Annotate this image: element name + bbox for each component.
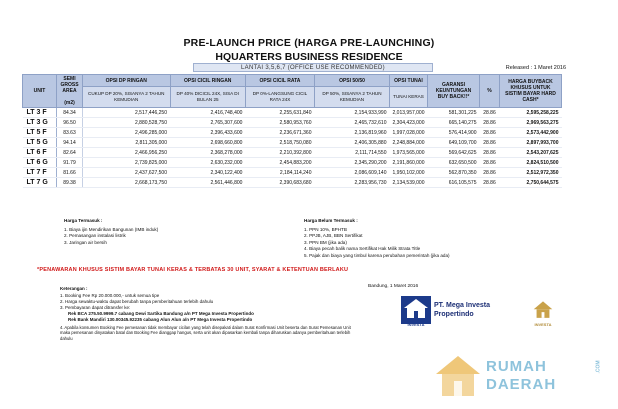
col-dp: OPSI DP RINGAN [83,75,171,87]
included-notes [64,218,158,246]
ccr-price-cell: 2,630,232,000 [170,158,245,168]
unit-cell: LT 5 F [23,128,57,138]
col-area-unit: (m2) [64,100,75,106]
dp-price-cell: 2,739,825,000 [83,158,171,168]
unit-cell: LT 6 F [23,148,57,158]
area-cell: 81.66 [57,168,83,178]
gain-price-cell: 569,642,625 [428,148,480,158]
tunai-price-cell: 1,973,565,000 [389,148,427,158]
buyback-cell: 2,573,442,900 [500,128,562,138]
keterangan-notes [60,286,360,341]
included-item: 3. Jaringan air bersih [64,239,107,245]
col-ccrt: OPSI CICIL RATA [245,75,314,87]
col-dp-sub: CUKUP DP 20%, SISANYA 2 TAHUN KEMUDIAN [83,87,171,108]
company-line2: Propertindo [434,311,474,318]
table-row [23,118,562,128]
watermark-daerah: DAERAH [486,376,557,393]
ccrt-price-cell: 2,580,953,760 [245,118,314,128]
col-buyback: HARGA BUYBACK KHUSUS UNTUK SISTIM BAYAR HARD CASH* [500,75,562,108]
company-line1: PT. Mega Investa [434,302,491,309]
price-table [22,74,562,188]
release-date: Released : 1 Maret 2016 [505,65,566,71]
gain-price-cell: 649,109,700 [428,138,480,148]
keterangan-item: 1. Booking Fee Rp 20.000.000,- untuk semua tipe [60,293,160,298]
col-ccrt-sub: DP 0%-LANGSUNG CICIL RATA 24X [245,87,314,108]
col-area [57,75,83,108]
excluded-item: 2. PPJB, AJB, BBN Sertifikat [304,233,363,239]
ccrt-price-cell: 2,454,883,200 [245,158,314,168]
ccrt-price-cell: 2,184,114,240 [245,168,314,178]
area-cell: 91.79 [57,158,83,168]
f50-price-cell: 2,345,290,200 [315,158,390,168]
watermark-rumah: RUMAH [486,358,547,375]
keterangan-item: 4. Apabila konsumen Booking Fee pemesanan tidak membayar cicilan yang telah disepakati dalam Surat Konfirmasi Unit beserta dan Surat Pemesanan Unit maka pemesanan dinyatakan batal dan Booking Fee dianggap hangus, serta unit akan dipasarkan kembali tanpa diharuskan adanya pemberitahuan terlebih dahulu [60,325,351,341]
f50-price-cell: 2,154,933,990 [315,108,390,118]
keterangan-heading: Keterangan : [60,286,88,291]
buyback-cell: 2,969,563,275 [500,118,562,128]
floor-subtitle: LANTAI 3,5,6,7 (OFFICE USE RECOMMENDED) [193,63,433,72]
ccr-price-cell: 2,698,660,800 [170,138,245,148]
pct-cell: 28.86 [480,128,500,138]
area-cell: 82.64 [57,148,83,158]
gain-price-cell: 562,870,350 [428,168,480,178]
col-tunai-sub: TUNAI KERAS [389,87,427,108]
excluded-notes [304,218,450,260]
dp-price-cell: 2,466,956,250 [83,148,171,158]
included-item: 1. Biaya ijin Mendirikan Bangunan (IMB induk) [64,226,159,232]
col-ccr: OPSI CICIL RINGAN [170,75,245,87]
excluded-item: 3. PPN BM (jika ada) [304,239,347,245]
excluded-item: 4. Biaya pecah balik nama Sertifikat Hak Milik Strata Title [304,246,421,252]
city-date: Bandung, 1 Maret 2016 [368,284,419,289]
ccrt-price-cell: 2,390,683,680 [245,178,314,188]
pct-cell: 28.86 [480,168,500,178]
tunai-price-cell: 2,013,957,000 [389,108,427,118]
unit-cell: LT 7 F [23,168,57,178]
buyback-cell: 2,750,644,575 [500,178,562,188]
gain-price-cell: 576,414,900 [428,128,480,138]
dp-price-cell: 2,880,528,750 [83,118,171,128]
dp-price-cell: 2,437,627,500 [83,168,171,178]
keterangan-item: 2. Harga sewaktu-waktu dapat berubah tanpa pemberitahuan terlebih dahulu [60,299,214,304]
area-cell: 84.34 [57,108,83,118]
f50-price-cell: 2,136,819,960 [315,128,390,138]
company-name [434,301,490,319]
col-unit: UNIT [23,75,57,108]
unit-cell: LT 6 G [23,158,57,168]
ccrt-price-cell: 2,236,671,360 [245,128,314,138]
area-cell: 96.50 [57,118,83,128]
excluded-item: 5. Pajak dan biaya yang timbul karena perubahan pemerintah (jika ada) [304,252,450,258]
ccrt-price-cell: 2,255,631,840 [245,108,314,118]
ccr-price-cell: 2,561,446,800 [170,178,245,188]
investa-logo-right-text: INVESTA [534,322,552,327]
ccrt-price-cell: 2,518,750,080 [245,138,314,148]
f50-price-cell: 2,465,732,610 [315,118,390,128]
ccr-price-cell: 2,368,278,000 [170,148,245,158]
tunai-price-cell: 2,304,423,000 [389,118,427,128]
area-cell: 94.14 [57,138,83,148]
promo-banner: *PENAWARAN KHUSUS SISTIM BAYAR TUNAI KERAS & TERBATAS 30 UNIT, SYARAT & KETENTUAN BERLAKU [37,267,349,273]
pct-cell: 28.86 [480,148,500,158]
project-name: HQUARTERS BUSINESS RESIDENCE [215,51,403,63]
col-gain: GARANSI KEUNTUNGAN BUY BACK!!* [428,75,480,108]
gain-price-cell: 616,105,575 [428,178,480,188]
dp-price-cell: 2,811,305,000 [83,138,171,148]
area-cell: 89.38 [57,178,83,188]
gain-price-cell: 632,650,500 [428,158,480,168]
col-pct: % [480,75,500,108]
col-tunai: OPSI TUNAI [389,75,427,87]
col-ccr-sub: DP 40% DICICIL 24X, SISA DI BULAN 25 [170,87,245,108]
f50-price-cell: 2,283,956,730 [315,178,390,188]
f50-price-cell: 2,086,609,140 [315,168,390,178]
buyback-cell: 2,595,258,225 [500,108,562,118]
unit-cell: LT 3 F [23,108,57,118]
buyback-cell: 2,543,207,625 [500,148,562,158]
pct-cell: 28.86 [480,178,500,188]
page-title: PRE-LAUNCH PRICE (HARGA PRE-LAUNCHING) [183,37,435,49]
pct-cell: 28.86 [480,158,500,168]
pct-cell: 28.86 [480,118,500,128]
ccr-price-cell: 2,340,122,400 [170,168,245,178]
table-row [23,148,562,158]
table-row [23,138,562,148]
unit-cell: LT 5 G [23,138,57,148]
bank-account-bca: Rek BCA 275.50.9999.7 cabang Dewi Sartika Bandung a/n PT Mega Investa Propertindo [68,311,254,316]
gain-price-cell: 665,140,275 [428,118,480,128]
rumahdaerah-house-icon [434,354,482,398]
tunai-price-cell: 1,950,102,000 [389,168,427,178]
excluded-heading: Harga Belum Termasuk : [304,218,358,223]
f50-price-cell: 2,406,305,880 [315,138,390,148]
buyback-cell: 2,824,510,500 [500,158,562,168]
excluded-item: 1. PPN 10%, BPHTB [304,226,347,232]
unit-cell: LT 7 G [23,178,57,188]
tunai-price-cell: 1,997,028,000 [389,128,427,138]
keterangan-item: 3. Pembayaran dapat ditransfer ke: [60,305,131,310]
investa-logo-text: INVESTA [407,322,425,327]
f50-price-cell: 2,111,714,550 [315,148,390,158]
table-row [23,128,562,138]
dp-price-cell: 2,668,173,750 [83,178,171,188]
table-row [23,178,562,188]
ccr-price-cell: 2,396,433,600 [170,128,245,138]
area-cell: 83.63 [57,128,83,138]
investa-logo-icon [401,296,431,324]
investa-logo-right-icon [532,300,554,320]
watermark-suffix: .COM [595,360,602,374]
dp-price-cell: 2,517,446,250 [83,108,171,118]
table-row [23,168,562,178]
tunai-price-cell: 2,191,860,000 [389,158,427,168]
col-5050-sub: DP 50%, SISANYA 2 TAHUN KEMUDIAN [315,87,390,108]
dp-price-cell: 2,496,285,000 [83,128,171,138]
table-row [23,158,562,168]
ccr-price-cell: 2,416,748,400 [170,108,245,118]
table-row [23,108,562,118]
col-5050: OPSI 50/50 [315,75,390,87]
ccr-price-cell: 2,765,307,600 [170,118,245,128]
unit-cell: LT 3 G [23,118,57,128]
tunai-price-cell: 2,134,539,000 [389,178,427,188]
gain-price-cell: 581,301,225 [428,108,480,118]
included-heading: Harga Termasuk : [64,218,103,223]
bank-account-mandiri: Rek Bank Mandiri 130.00345.92235 cabang Alun Alun a/n PT Mega Investa Propertindo [68,317,253,322]
tunai-price-cell: 2,248,884,000 [389,138,427,148]
buyback-cell: 2,897,993,700 [500,138,562,148]
buyback-cell: 2,512,972,350 [500,168,562,178]
ccrt-price-cell: 2,210,392,800 [245,148,314,158]
pct-cell: 28.86 [480,138,500,148]
included-item: 2. Pemasangan instalasi listrik [64,233,126,239]
pct-cell: 28.86 [480,108,500,118]
col-area-label: SEMI GROSS AREA [60,76,79,94]
